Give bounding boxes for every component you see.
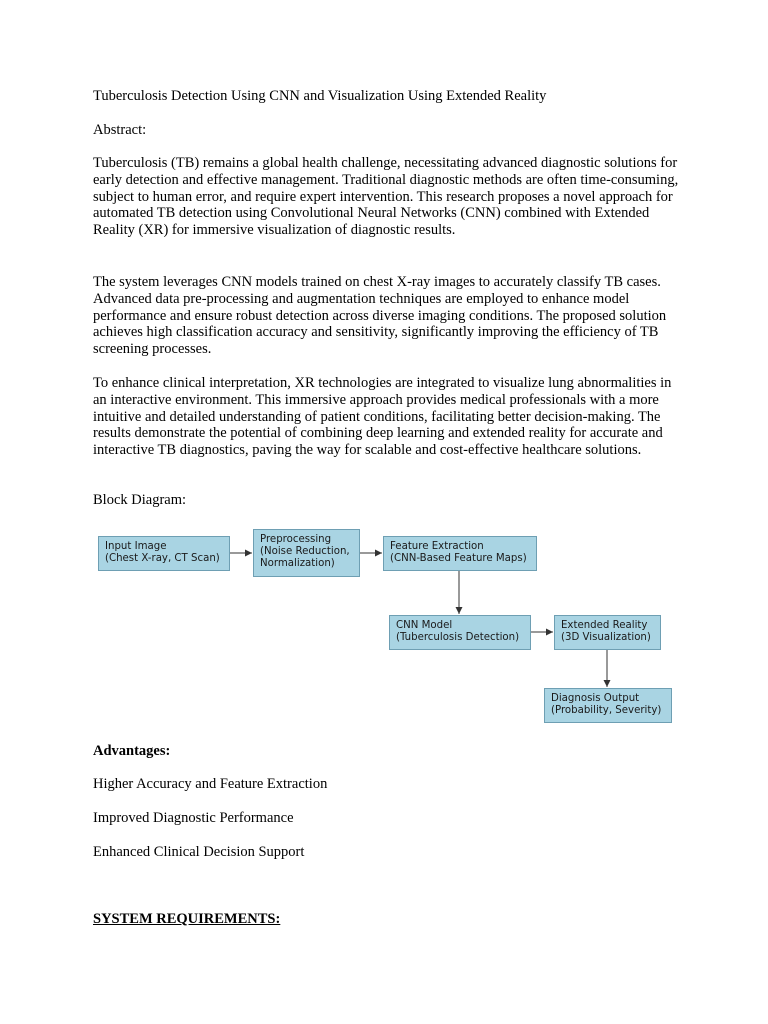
- box-feature-extraction: [383, 536, 537, 571]
- advantage-item-3: Enhanced Clinical Decision Support: [93, 844, 305, 860]
- box-cnn-model-title: CNN Model: [396, 620, 453, 631]
- block-diagram-heading: Block Diagram:: [93, 492, 187, 508]
- box-input-image-subtitle: (Chest X-ray, CT Scan): [105, 553, 220, 564]
- box-cnn-model: [389, 615, 531, 650]
- box-diagnosis-output-subtitle: (Probability, Severity): [551, 705, 662, 716]
- abstract-paragraph-2: The system leverages CNN models trained on chest X-ray images to accurately classify TB cases. Advanced data pre-processing and augmentation techniques are employed to enhance model performance and ensure robust detection across diverse imaging conditions. The proposed solution achieves high classification accuracy and sensitivity, significantly improving the efficiency of TB screening processes.: [93, 274, 667, 358]
- abstract-paragraph-3: To enhance clinical interpretation, XR technologies are integrated to visualize lung abnormalities in an interactive environment. This immersive approach provides medical professionals with a more intuitive and detailed understanding of patient conditions, facilitating better decision-making. The results demonstrate the potential of combining deep learning and extended reality for accurate and interactive TB diagnostics, paving the way for scalable and cost-effective healthcare solutions.: [93, 375, 672, 459]
- box-extended-reality-subtitle: (3D Visualization): [561, 632, 651, 643]
- box-diagnosis-output-title: Diagnosis Output: [551, 693, 640, 704]
- document-title: Tuberculosis Detection Using CNN and Visualization Using Extended Reality: [93, 88, 547, 104]
- box-input-image-title: Input Image: [105, 541, 167, 552]
- box-preprocessing-line-3: Normalization): [260, 558, 335, 569]
- box-extended-reality: [554, 615, 661, 650]
- abstract-paragraph-1: Tuberculosis (TB) remains a global health challenge, necessitating advanced diagnostic solutions for early detection and effective management. Traditional diagnostic methods are often time-consuming, subject to human error, and require expert intervention. This research proposes a novel approach for automated TB detection using Convolutional Neural Networks (CNN) combined with Extended Reality (XR) for immersive visualization of diagnostic results.: [93, 155, 679, 239]
- box-input-image: [98, 536, 230, 571]
- advantage-item-2: Improved Diagnostic Performance: [93, 810, 294, 826]
- box-preprocessing: [253, 529, 360, 577]
- box-extended-reality-title: Extended Reality: [561, 620, 648, 631]
- box-preprocessing-line-2: (Noise Reduction,: [260, 546, 350, 557]
- box-diagnosis-output: [544, 688, 672, 723]
- box-feature-extraction-subtitle: (CNN-Based Feature Maps): [390, 553, 527, 564]
- box-feature-extraction-title: Feature Extraction: [390, 541, 484, 552]
- advantages-heading: Advantages:: [93, 743, 171, 759]
- box-cnn-model-subtitle: (Tuberculosis Detection): [396, 632, 520, 643]
- system-requirements-heading: SYSTEM REQUIREMENTS:: [93, 911, 281, 927]
- box-preprocessing-title: Preprocessing: [260, 534, 332, 545]
- abstract-heading: Abstract:: [93, 122, 147, 138]
- advantage-item-1: Higher Accuracy and Feature Extraction: [93, 776, 328, 792]
